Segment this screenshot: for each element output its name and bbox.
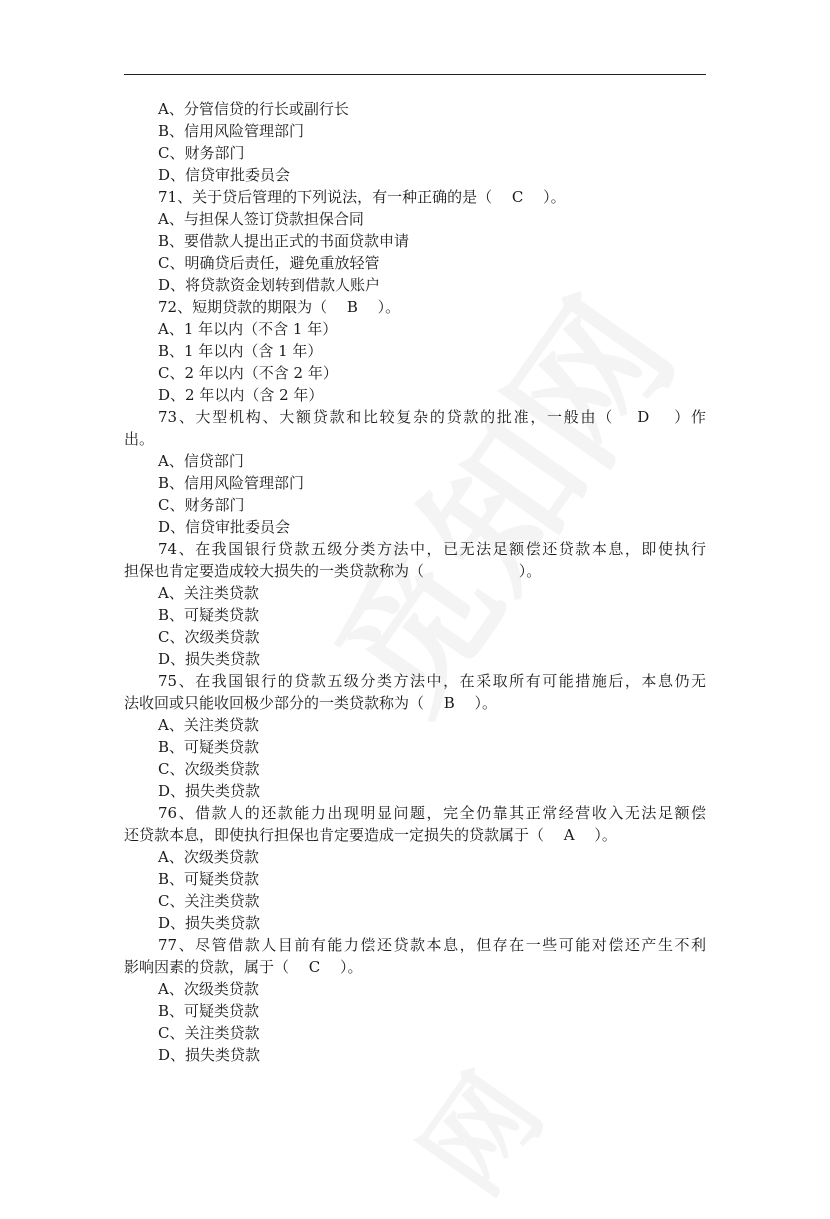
question-continuation: 出。	[124, 430, 155, 448]
text-line: D、2 年以内（含 2 年）	[158, 386, 324, 404]
question-continuation: 担保也肯定要造成较大损失的一类贷款称为（ ）。	[124, 562, 542, 580]
text-line: C、明确贷后责任，避免重放轻管	[158, 254, 380, 272]
question-line: 76、借款人的还款能力出现明显问题，完全仍靠其正常经营收入无法足额偿	[158, 804, 706, 822]
text-line: B、要借款人提出正式的书面贷款申请	[158, 232, 410, 250]
question-line: 74、在我国银行贷款五级分类方法中，已无法足额偿还贷款本息，即使执行	[158, 540, 706, 558]
text-line: A、分管信贷的行长或副行长	[158, 100, 349, 118]
text-line: C、财务部门	[158, 496, 245, 514]
text-line: A、次级类贷款	[158, 980, 259, 998]
text-line: B、可疑类贷款	[158, 870, 260, 888]
text-line: A、信贷部门	[158, 452, 244, 470]
question-list	[124, 98, 706, 1066]
question-line: 73、大型机构、大额贷款和比较复杂的贷款的批准，一般由（ D ）作	[158, 408, 706, 426]
text-line: D、损失类贷款	[158, 1046, 261, 1064]
text-line: C、2 年以内（不含 2 年）	[158, 364, 338, 382]
text-line: C、次级类贷款	[158, 760, 260, 778]
text-line: B、信用风险管理部门	[158, 474, 305, 492]
text-line: D、损失类贷款	[158, 782, 261, 800]
question-line: 77、尽管借款人目前有能力偿还贷款本息，但存在一些可能对偿还产生不利	[158, 936, 706, 954]
text-line: B、可疑类贷款	[158, 738, 260, 756]
text-line: A、关注类贷款	[158, 584, 259, 602]
text-line: A、1 年以内（不含 1 年）	[158, 320, 338, 338]
text-line: B、1 年以内（含 1 年）	[158, 342, 323, 360]
text-line: C、财务部门	[158, 144, 245, 162]
text-line: B、可疑类贷款	[158, 1002, 260, 1020]
text-line: B、可疑类贷款	[158, 606, 260, 624]
text-line: A、与担保人签订贷款担保合同	[158, 210, 364, 228]
text-line: C、关注类贷款	[158, 892, 260, 910]
text-line: A、关注类贷款	[158, 716, 259, 734]
text-line: A、次级类贷款	[158, 848, 259, 866]
text-line: D、信贷审批委员会	[158, 518, 291, 536]
text-line: C、次级类贷款	[158, 628, 260, 646]
question-continuation: 还贷款本息，即使执行担保也肯定要造成一定损失的贷款属于（ A ）。	[124, 826, 617, 844]
question-continuation: 法收回或只能收回极少部分的一类贷款称为（ B ）。	[124, 694, 498, 712]
header-rule	[124, 74, 706, 75]
text-line: D、信贷审批委员会	[158, 166, 291, 184]
question-continuation: 影响因素的贷款，属于（ C ）。	[124, 958, 363, 976]
text-line: D、损失类贷款	[158, 914, 261, 932]
text-line: C、关注类贷款	[158, 1024, 260, 1042]
question-line: 75、在我国银行的贷款五级分类方法中，在采取所有可能措施后，本息仍无	[158, 672, 706, 690]
text-line: 71、关于贷后管理的下列说法，有一种正确的是（ C ）。	[158, 188, 566, 206]
text-line: 72、短期贷款的期限为（ B ）。	[158, 298, 401, 316]
text-line: D、将贷款资金划转到借款人账户	[158, 276, 381, 294]
text-line: D、损失类贷款	[158, 650, 261, 668]
text-line: B、信用风险管理部门	[158, 122, 305, 140]
